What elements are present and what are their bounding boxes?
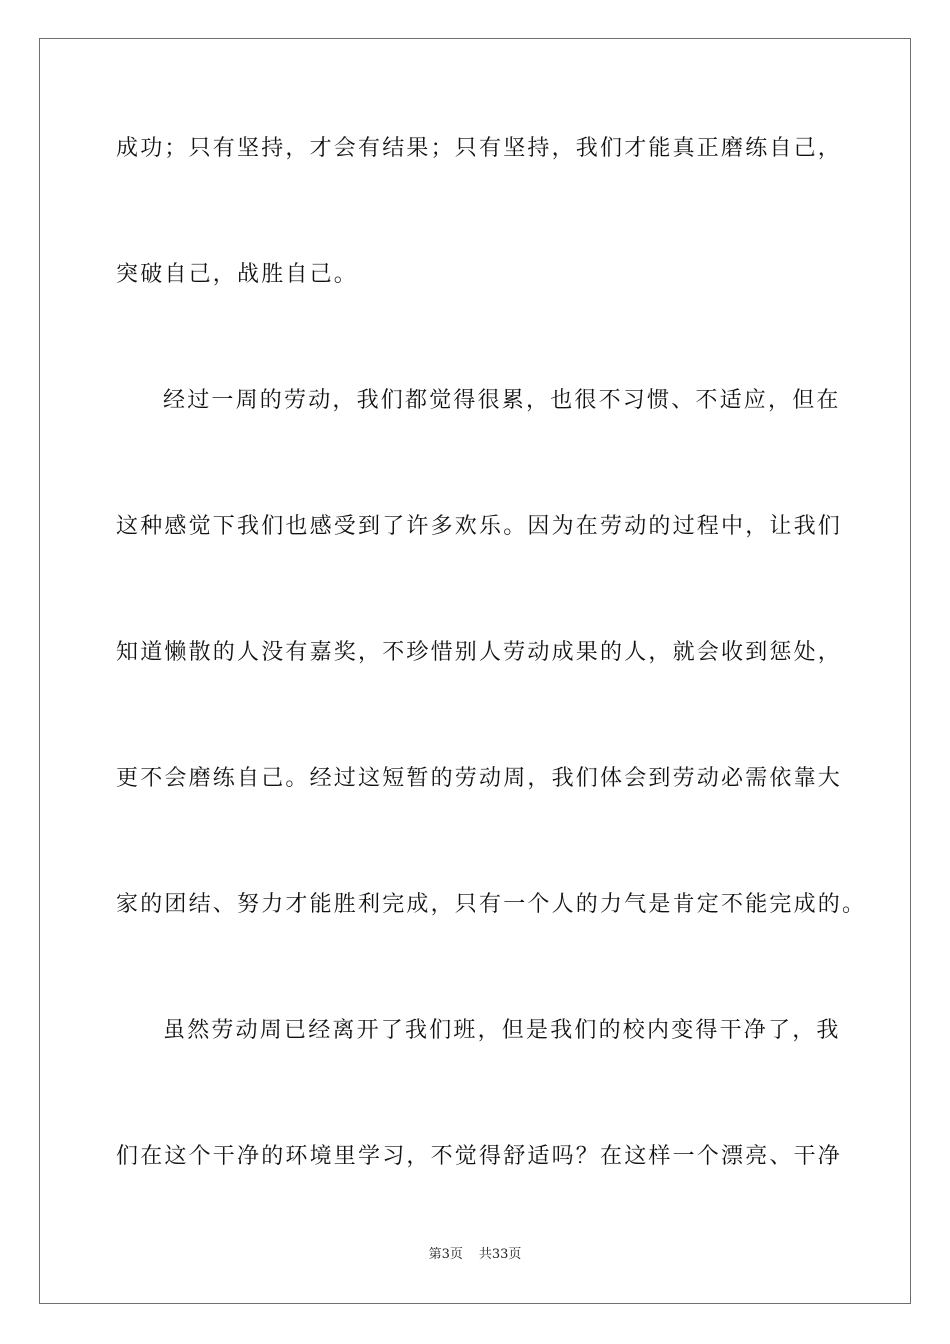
page-footer [0,1246,950,1264]
paragraph-start-line: 虽然劳动周已经离开了我们班，但是我们的校内变得干净了，我 [163,1018,841,1043]
text-line: 知道懒散的人没有嘉奖，不珍惜别人劳动成果的人，就会收到惩处， [116,640,843,665]
page-border [39,38,911,1304]
paragraph-start-line: 经过一周的劳动，我们都觉得很累，也很不习惯、不适应，但在 [163,388,841,413]
text-line: 更不会磨练自己。经过这短暂的劳动周，我们体会到劳动必需依靠大 [116,766,843,791]
text-line: 们在这个干净的环境里学习，不觉得舒适吗？在这样一个漂亮、干净 [116,1144,843,1169]
text-line: 家的团结、努力才能胜利完成，只有一个人的力气是肯定不能完成的。 [116,892,867,917]
page-number: 第3页 [428,1247,463,1262]
page-total: 共33页 [478,1247,522,1262]
text-line: 成功；只有坚持，才会有结果；只有坚持，我们才能真正磨练自己， [116,136,843,161]
text-line: 这种感觉下我们也感受到了许多欢乐。因为在劳动的过程中，让我们 [116,514,843,539]
text-line: 突破自己，战胜自己。 [116,262,359,287]
